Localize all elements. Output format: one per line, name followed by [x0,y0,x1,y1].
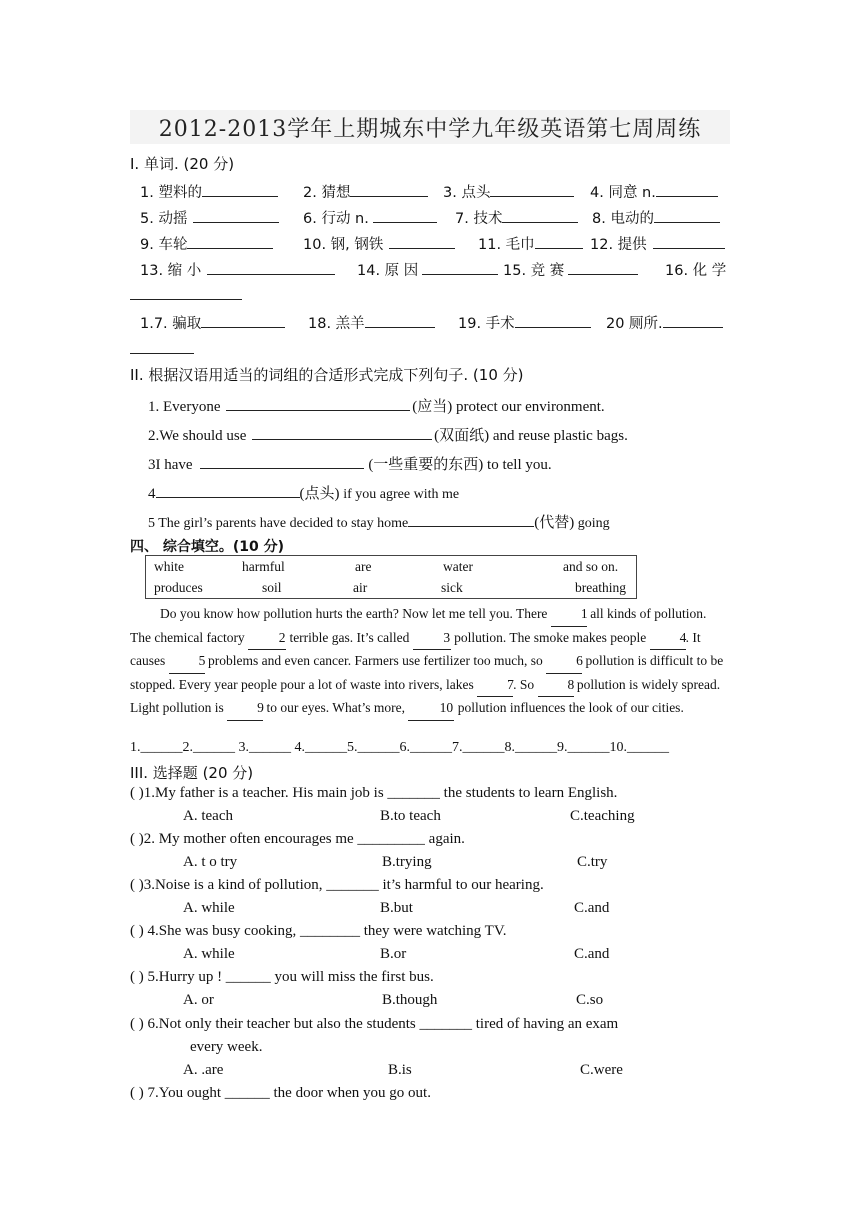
section-2-heading: II. 根据汉语用适当的词组的合适形式完成下列句子. (10 分) [130,366,524,384]
vocab-16-blank [130,282,242,300]
vocab-16: 16. 化 学 [665,263,727,279]
word-bank-item: white [154,558,184,574]
word-bank-item: produces [154,579,203,595]
mc-question-6: ( ) 6.Not only their teacher but also the students _______ tired of having an exam [130,1016,619,1032]
mc-option: B.but [380,900,413,916]
vocab-9: 9. 车轮 [140,233,273,254]
mc-option: C.and [574,946,610,962]
vocab-14: 14. 原 因 [357,259,498,280]
mc-option: B.is [388,1062,412,1078]
section-3-heading: 四、 综合填空。(10 分) [130,539,285,555]
mc-option: C.were [580,1062,623,1078]
mc-option: B.though [382,992,438,1008]
word-bank-item: sick [441,579,463,595]
vocab-11: 11. 毛巾 [478,233,583,254]
word-bank-item: water [443,558,473,574]
mc-option: C.try [577,854,608,870]
mc-option: B.or [380,946,407,962]
vocab-3: 3. 点头 [443,181,574,202]
word-bank-item: air [353,579,368,595]
word-bank-item: harmful [242,558,285,574]
sentence-2: 2.We should use (双面纸) and reuse plastic bags. [148,424,628,445]
vocab-7: 7. 技术 [455,207,578,228]
vocab-2: 2. 猜想 [303,181,428,202]
vocab-19: 19. 手术 [458,312,591,333]
mc-option: B.to teach [380,808,441,824]
vocab-18: 18. 羔羊 [308,312,435,333]
vocab-20-blank [130,336,194,354]
vocab-8: 8. 电动的 [592,207,720,228]
mc-option: A. while [183,900,235,916]
cloze-answer-line: 1.______2.______ 3.______ 4.______5.______6.______7.______8.______9.______10.______ [130,740,669,755]
cloze-passage: Do you know how pollution hurts the earth? Now let me tell you. There 1 all kinds of pollution. The chemical factory 2 terrible gas. It’s called 3 pollution. The smoke makes people 4. It causes 5 problems and even cancer. Farmers use fertilizer too much, so 6 pollution is difficult to be stopped. Every year people pour a lot of waste into rivers, lakes 7. So 8 pollution is widely spread. Light pollution is 9 to our eyes. What’s more, 10 pollution influences the look of our cities. [130,603,730,721]
vocab-4: 4. 同意 n. [590,181,718,202]
vocab-5: 5. 动摇 [140,207,279,228]
sentence-5: 5 The girl’s parents have decided to stay home (代替) going [148,511,610,532]
word-bank-item: soil [262,579,282,595]
vocab-15: 15. 竞 赛 [503,259,638,280]
mc-question-6-cont: every week. [190,1039,263,1055]
section-4-heading: III. 选择题 (20 分) [130,764,254,782]
vocab-1: 1. 塑料的 [140,181,278,202]
vocab-13: 13. 缩 小 [140,259,335,280]
mc-option: A. t o try [183,854,238,870]
vocab-10: 10. 钢, 钢铁 [303,233,455,254]
mc-option: A. .are [183,1062,224,1078]
mc-question-7: ( ) 7.You ought ______ the door when you go out. [130,1085,431,1101]
mc-question-5: ( ) 5.Hurry up ! ______ you will miss the first bus. [130,969,434,985]
vocab-6: 6. 行动 n. [303,207,437,228]
word-bank-item: and so on. [563,558,619,574]
vocab-12: 12. 提供 [590,233,725,254]
mc-option: A. or [183,992,214,1008]
section-1-heading: I. 单词. (20 分) [130,155,235,173]
mc-option: A. while [183,946,235,962]
mc-question-3: ( )3.Noise is a kind of pollution, _______ it’s harmful to our hearing. [130,877,544,893]
mc-option: C.so [576,992,604,1008]
word-bank-item: breathing [575,579,626,595]
mc-question-1: ( )1.My father is a teacher. His main job is _______ the students to learn English. [130,785,618,801]
mc-question-2: ( )2. My mother often encourages me _________ again. [130,831,465,847]
word-bank-item: are [355,558,372,574]
vocab-20: 20 厕所. [606,312,723,333]
sentence-3: 3I have (一些重要的东西) to tell you. [148,453,552,474]
worksheet-title: 2012-2013学年上期城东中学九年级英语第七周周练 [130,110,730,144]
mc-option: A. teach [183,808,233,824]
mc-option: B.trying [382,854,432,870]
mc-option: C.and [574,900,610,916]
mc-question-4: ( ) 4.She was busy cooking, ________ they were watching TV. [130,923,507,939]
vocab-17: 1.7. 骗取 [140,312,285,333]
word-bank [145,555,637,599]
mc-option: C.teaching [570,808,635,824]
sentence-4: 4 (点头) if you agree with me [148,482,459,503]
sentence-1: 1. Everyone (应当) protect our environment. [148,395,605,416]
